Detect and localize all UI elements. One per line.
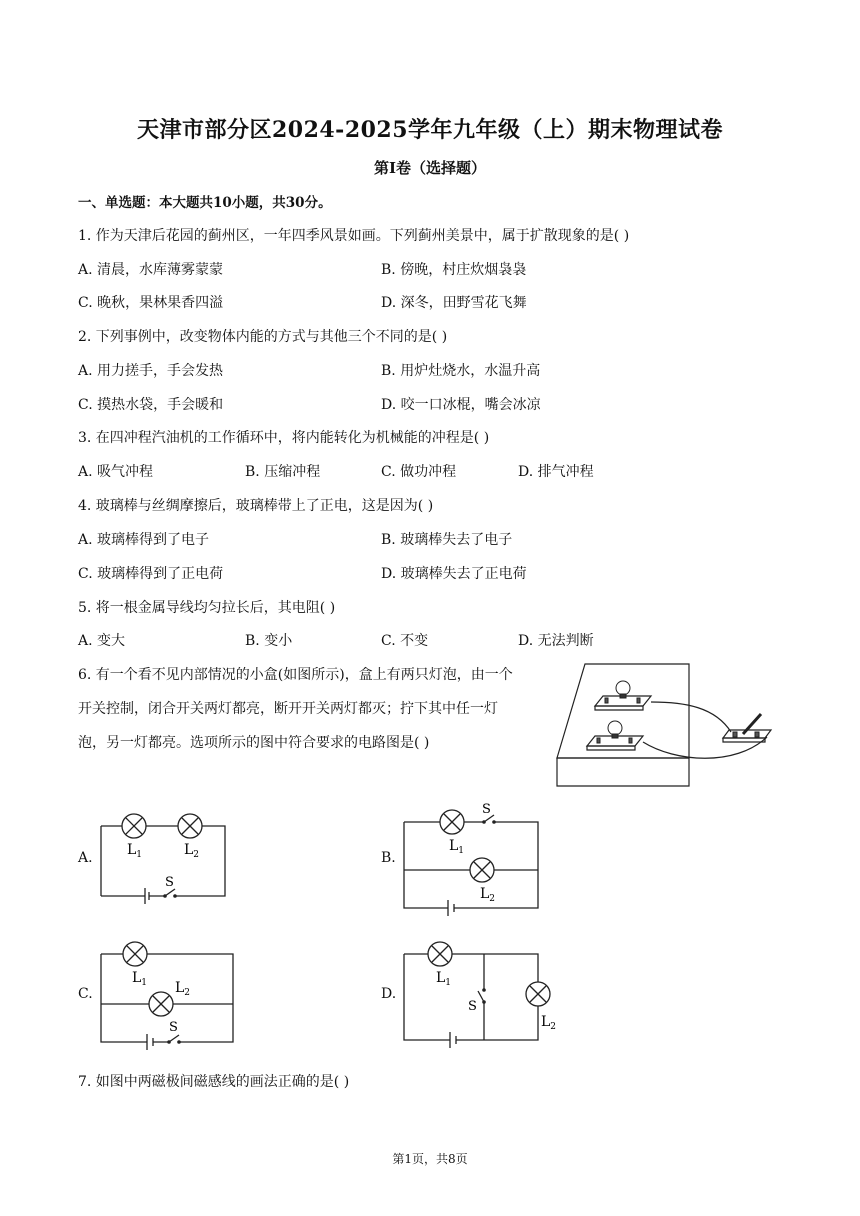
circuit-diagram-a (95, 808, 235, 908)
question-1-option-b: B. 傍晚，村庄炊烟袅袅 (381, 262, 527, 278)
switch-c (169, 1035, 179, 1042)
mystery-box-figure (555, 662, 785, 790)
question-6-stem-line-2: 开关控制，闭合开关两灯都亮，断开开关两灯都灭；拧下其中任一灯 (78, 701, 498, 717)
question-2-option-b: B. 用炉灶烧水，水温升高 (381, 363, 541, 379)
question-1-option-d: D. 深冬，田野雪花飞舞 (381, 295, 527, 311)
question-5-option-c: C. 不变 (381, 633, 429, 649)
question-6-option-b-label: B. (381, 850, 396, 866)
page-number: 第1页，共8页 (392, 1152, 468, 1166)
lamp-l2-label-a: $L_2$ (184, 842, 200, 860)
question-3-option-a: A. 吸气冲程 (78, 464, 154, 480)
question-2-option-a: A. 用力搓手，手会发热 (78, 363, 224, 379)
box-front-face (557, 758, 689, 786)
question-3-option-c: C. 做功冲程 (381, 464, 457, 480)
lamp-l1-label-b: $L_1$ (449, 838, 465, 856)
switch-label-d: S (468, 999, 477, 1014)
bulb-1 (616, 681, 630, 695)
question-7-stem: 7. 如图中两磁极间磁感线的画法正确的是( ) (78, 1074, 350, 1090)
question-2-option-c: C. 摸热水袋，手会暖和 (78, 397, 224, 413)
question-4-stem: 4. 玻璃棒与丝绸摩擦后，玻璃棒带上了正电，这是因为( ) (78, 498, 434, 514)
part-title: 第Ⅰ卷（选择题） (373, 159, 487, 177)
lamp-l2-label-d: $L_2$ (541, 1014, 557, 1032)
question-2-stem: 2. 下列事例中，改变物体内能的方式与其他三个不同的是( ) (78, 329, 448, 345)
question-4-option-b: B. 玻璃棒失去了电子 (381, 532, 513, 548)
bulb-2 (608, 721, 622, 735)
circuit-diagram-b (398, 798, 543, 918)
question-5-option-d: D. 无法判断 (518, 633, 594, 649)
question-2-option-d: D. 咬一口冰棍，嘴会冰凉 (381, 397, 541, 413)
question-3-option-d: D. 排气冲程 (518, 464, 594, 480)
switch-label-b: S (482, 802, 491, 817)
switch-label-a: S (165, 875, 174, 890)
lamp-l1-label-d: $L_1$ (436, 970, 452, 988)
switch-d (478, 991, 484, 1002)
question-6-stem-line-3: 泡，另一灯都亮。选项所示的图中符合要求的电路图是( ) (78, 735, 430, 751)
question-4-option-c: C. 玻璃棒得到了正电荷 (78, 566, 224, 582)
question-1-stem: 1. 作为天津后花园的蓟州区，一年四季风景如画。下列蓟州美景中，属于扩散现象的是( ) (78, 228, 630, 244)
question-6-option-c-label: C. (78, 986, 93, 1002)
question-4-option-d: D. 玻璃棒失去了正电荷 (381, 566, 527, 582)
question-3-option-b: B. 压缩冲程 (245, 464, 321, 480)
question-5-option-b: B. 变小 (245, 633, 293, 649)
question-5-stem: 5. 将一根金属导线均匀拉长后，其电阻( ) (78, 600, 336, 616)
lamp-l2-label-b: $L_2$ (480, 886, 496, 904)
question-3-stem: 3. 在四冲程汽油机的工作循环中，将内能转化为机械能的冲程是( ) (78, 430, 490, 446)
circuit-diagram-c (95, 938, 240, 1053)
question-5-option-a: A. 变大 (78, 633, 126, 649)
question-6-option-d-label: D. (381, 986, 397, 1002)
question-1-option-a: A. 清晨，水库薄雾蒙蒙 (78, 262, 224, 278)
lamp-l1-label-c: $L_1$ (132, 970, 148, 988)
page-title: 天津市部分区2024-2025学年九年级（上）期末物理试卷 (136, 117, 724, 143)
box-top-face (557, 664, 689, 758)
section-heading: 一、单选题：本大题共10小题，共30分。 (78, 195, 332, 211)
question-4-option-a: A. 玻璃棒得到了电子 (78, 532, 210, 548)
circuit-diagram-d (398, 938, 558, 1053)
question-1-option-c: C. 晚秋，果林果香四溢 (78, 295, 224, 311)
switch-a (165, 889, 175, 896)
question-6-option-a-label: A. (78, 850, 93, 866)
lamp-l1-label-a: $L_1$ (127, 842, 143, 860)
switch-label-c: S (169, 1020, 178, 1035)
question-6-stem-line-1: 6. 有一个看不见内部情况的小盒(如图所示)，盒上有两只灯泡，由一个 (78, 667, 513, 683)
lamp-l2-label-c: $L_2$ (175, 980, 191, 998)
